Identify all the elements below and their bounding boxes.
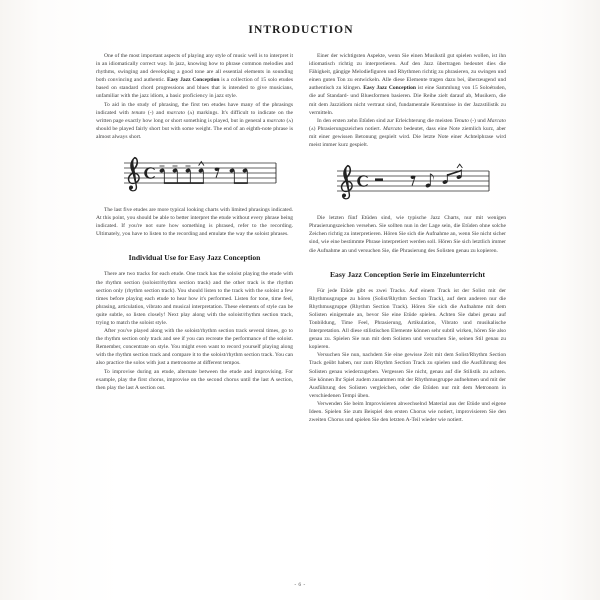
left-section-paragraph-1: There are two tracks for each etude. One track has the soloist playing the etude with the rhythm section (soloist/rhythm section track) and the other track is the rhythm section only (rhythm section track). You should listen to the track with the soloist a few times before playing each etude to hear how it's performed. Listen for tone, time feel, phrasing, articulation, vibrato and musical interpretation. These elements of style can be quite subtle, so listen closely! Next play along with the soloist/rhythm section track, trying to match the soloist style. xyxy=(96,271,293,326)
treble-clef-icon xyxy=(340,165,352,200)
right-section-heading: Easy Jazz Conception Serie im Einzelunterricht xyxy=(329,269,485,279)
right-after-staff-paragraph: Die letzten fünf Etüden sind, wie typische Jazz Charts, nur mit wenigen Phrasierungszeichen versehen. Sie sollten nun in der Lage sein, die Etüden ohne solche Zeichen richtig zu interpretieren. Hören Sie sich die Aufnahme an, wenn Sie nicht sicher sind, wie eine bestimmte Phrase interpretiert werden soll. Hören Sie sich letztlich immer die Aufnahme an und versuchen Sie, die Phrasierung des Solisten genau zu kopieren. xyxy=(309,215,506,254)
left-section-block xyxy=(96,253,293,391)
right-section-paragraph-3: Verwenden Sie beim Improvisieren abwechselnd Material aus der Etüde und eigene Ideen. Spielen Sie zum Beispiel den ersten Chorus wie notiert, improvisieren Sie den zweiten Chorus und spielen Sie den letzten A-Teil wieder wie notiert. xyxy=(309,400,506,424)
left-section-heading: Individual Use for Easy Jazz Conception xyxy=(128,253,261,263)
left-italic-marcato: marcato xyxy=(166,109,186,116)
right-column-german xyxy=(309,52,506,424)
two-column-body xyxy=(96,52,506,424)
right-section-paragraph-1: Für jede Etüde gibt es zwei Tracks. Auf einem Track ist der Solist mit der Rhythmusgruppe zu hören (Solist/Rhythm Section Track), auf dem anderen nur die Rhythmusgruppe (Rhythm Section Track). Hören Sie sich die Aufnahme mit dem Solisten einigemale an, bevor Sie eine Etüde spielen. Achten Sie dabei genau auf Tonbildung, Time Feel, Phrasierung, Artikulation, Vibrato und musikalische Interpretation. All diese stilistischen Elemente können sehr subtil wirken, hören Sie also genau zu. Spielen Sie nun mit dem Solisten und versuchen Sie, seinen Stil genau zu kopieren. xyxy=(309,287,506,351)
left-staff-svg xyxy=(110,153,280,195)
left-italic-tenuto: tenuto xyxy=(131,109,146,116)
left-after-staff-paragraph: The last five etudes are more typical looking charts with limited phrasings indicated. At this point, you should be able to better interpret the etude without every phrase being indicated. If you're not sure how something is phrased, refer to the recording. Ultimately, you have to listen to the recording and emulate the way the soloist phrases. xyxy=(96,207,293,238)
beamed-eighths-group-2 xyxy=(229,168,248,184)
left-column-english xyxy=(96,52,293,424)
right-italic-marcato: Marcato xyxy=(487,117,506,124)
page-content xyxy=(96,0,506,600)
half-rest xyxy=(375,179,383,182)
right-section-block xyxy=(309,270,506,425)
page-number: - 6 - xyxy=(294,582,306,588)
right-paragraph-2: In den ersten zehn Etüden sind zur Erleichterung die meisten Tenuto (-) und Marcato (ʌ) Phrasierungszeichen notiert. Marcato bedeutet, dass eine Note ziemlich kurz, aber mit einer gewissen Betonung gespielt wird. Die letzte Note einer Achtelphrase wird meist immer kurz gespielt. xyxy=(309,117,506,149)
treble-clef-icon xyxy=(127,157,139,192)
right-music-staff xyxy=(309,161,506,203)
beamed-eighths-group xyxy=(442,170,462,185)
right-paragraph-1: Einer der wichtigsten Aspekte, wenn Sie einen Musikstil gut spielen wollen, ist ihn idiomatisch richtig zu interpretieren. Auf den Jazz übertragen bedeutet dies die Fähigkeit, gängige Melodiefiguren und Rhythmen richtig zu phrasieren, zu swingen und einen guten Ton zu entwickeln. Alle diese Elemente tragen dazu bei, überzeugend und authentisch zu klingen. Easy Jazz Conception ist eine Sammlung von 15 Soloétuden, die auf Standard- und Bluesformen basieren. Die Reihe zielt darauf ab, Musikern, die mit dem Jazzidiom nicht vertraut sind, fundamentale Kenntnisse in der Jazzstilistik zu vermitteln. xyxy=(309,53,506,116)
left-paragraph-2: To aid in the study of phrasing, the first ten etudes have many of the phrasings indicated with tenuto (-) and marcato (ʌ) markings. It's difficult to indicate on the written page exactly how long or short something is played, but in general a marcato (ʌ) should be played fairly short but with some weight. The end of an eighth-note phrase is almost always short. xyxy=(96,101,293,140)
left-paragraph-1: One of the most important aspects of playing any style of music well is to interpret it in an idiomatically correct way. In jazz, knowing how to phrase common melodies and rhythms, swinging and developing a good tone are all essential elements in sounding both convincing and authentic. Easy Jazz Conception is a collection of 15 solo etudes based on standard chord progressions and blues that is intended to give musicians, unfamiliar with the jazz idiom, a basic proficiency in jazz style. xyxy=(96,53,293,100)
marcato-accent-icon xyxy=(457,164,462,168)
marcato-accent-icon xyxy=(198,162,203,166)
left-bold-title: Easy Jazz Conception xyxy=(167,77,220,84)
page-title: INTRODUCTION xyxy=(248,24,354,36)
right-section-paragraph-2: Versuchen Sie nun, nachdem Sie eine gewisse Zeit mit dem Solist/Rhythm Section Track geübt haben, nur zum Rhythm Section Track zu spielen und die Ausführung des Solisten genau wiederzugeben. Vergessen Sie nicht, genau auf die Stilistik zu achten. Sie können Ihr Spiel zudem zusammen mit der Rhythmusgruppe aufnehmen und mit der Ausführung des Solisten vergleichen, oder die Etüden nur mit dem Metronom in verschiedenen Tempi üben. xyxy=(309,352,506,399)
right-italic-tenuto: Tenuto xyxy=(454,117,469,124)
eighth-rest xyxy=(214,167,219,177)
right-staff-svg xyxy=(323,161,493,203)
left-section-paragraph-3: To improvise during an etude, alternate between the etude and improvising. For example, play the first chorus, improvise on the second chorus until the last A section, then play the last A section out. xyxy=(96,368,293,391)
beamed-eighths-group-1 xyxy=(159,168,204,184)
eighth-rest xyxy=(410,176,415,186)
right-bold-title: Easy Jazz Conception xyxy=(363,85,416,92)
left-section-paragraph-2: After you've played along with the soloist/rhythm section track several times, go to the rhythm section only track and see if you can recreate the performance of the soloist. Remember, concentrate on style. You might even want to record yourself playing along with the rhythm section track and compare it to the soloist/rhythm section track. You can also practice the solos with just a metronome at different tempos. xyxy=(96,328,293,367)
left-music-staff xyxy=(96,153,293,195)
